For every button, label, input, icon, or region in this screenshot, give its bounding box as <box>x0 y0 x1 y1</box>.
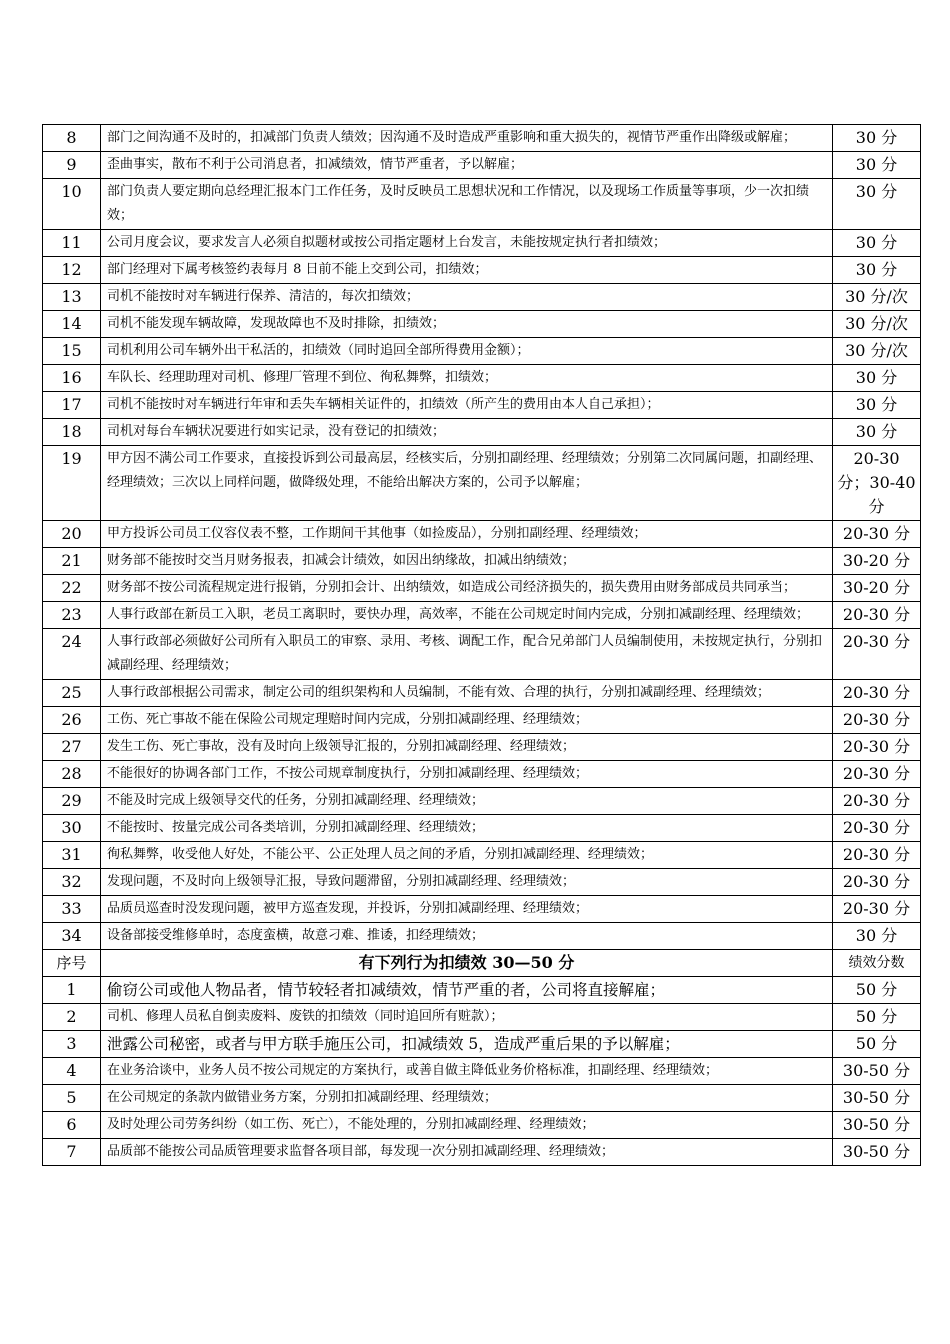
table-row <box>43 1004 921 1031</box>
row-number: 27 <box>43 734 101 761</box>
row-score: 20-30 分 <box>833 788 921 815</box>
deduction-rows-30-50 <box>43 977 921 1166</box>
row-score: 20-30 分 <box>833 521 921 548</box>
row-number: 3 <box>43 1031 101 1058</box>
row-number: 10 <box>43 179 101 230</box>
row-number: 6 <box>43 1112 101 1139</box>
row-description: 偷窃公司或他人物品者，情节较轻者扣减绩效，情节严重的者，公司将直接解雇； <box>101 977 833 1004</box>
row-score: 30 分 <box>833 419 921 446</box>
row-score: 30-50 分 <box>833 1085 921 1112</box>
row-description: 司机不能按时对车辆进行保养、清洁的，每次扣绩效； <box>101 284 833 311</box>
table-row <box>43 1058 921 1085</box>
row-description: 甲方投诉公司员工仪容仪表不整，工作期间干其他事（如捡废品），分别扣副经理、经理绩效； <box>101 521 833 548</box>
row-description: 公司月度会议，要求发言人必须自拟题材或按公司指定题材上台发言，未能按规定执行者扣绩效； <box>101 230 833 257</box>
table-row <box>43 734 921 761</box>
row-number: 24 <box>43 629 101 680</box>
row-score: 20-30 分 <box>833 842 921 869</box>
row-description: 司机对每台车辆状况要进行如实记录，没有登记的扣绩效； <box>101 419 833 446</box>
row-description: 徇私舞弊，收受他人好处，不能公平、公正处理人员之间的矛盾，分别扣减副经理、经理绩效； <box>101 842 833 869</box>
table-row <box>43 923 921 950</box>
row-number: 14 <box>43 311 101 338</box>
header-score: 绩效分数 <box>833 950 921 977</box>
row-description: 不能很好的协调各部门工作，不按公司规章制度执行，分别扣减副经理、经理绩效； <box>101 761 833 788</box>
row-description: 发生工伤、死亡事故，没有及时向上级领导汇报的，分别扣减副经理、经理绩效； <box>101 734 833 761</box>
row-description: 司机、修理人员私自倒卖废料、废铁的扣绩效（同时追回所有赃款）； <box>101 1004 833 1031</box>
table-row <box>43 761 921 788</box>
header-no: 序号 <box>43 950 101 977</box>
row-description: 司机不能发现车辆故障，发现故障也不及时排除，扣绩效； <box>101 311 833 338</box>
row-number: 2 <box>43 1004 101 1031</box>
table-row <box>43 521 921 548</box>
row-number: 19 <box>43 446 101 521</box>
row-number: 17 <box>43 392 101 419</box>
row-score: 50 分 <box>833 1031 921 1058</box>
table-row <box>43 152 921 179</box>
row-number: 15 <box>43 338 101 365</box>
row-number: 34 <box>43 923 101 950</box>
row-score: 30 分 <box>833 152 921 179</box>
row-description: 及时处理公司劳务纠纷（如工伤、死亡），不能处理的，分别扣减副经理、经理绩效； <box>101 1112 833 1139</box>
row-score: 30 分 <box>833 365 921 392</box>
table-row <box>43 125 921 152</box>
row-number: 1 <box>43 977 101 1004</box>
table-row <box>43 707 921 734</box>
table-row <box>43 815 921 842</box>
row-description: 财务部不能按时交当月财务报表，扣减会计绩效，如因出纳缘故，扣减出纳绩效； <box>101 548 833 575</box>
row-score: 30 分 <box>833 125 921 152</box>
row-score: 30 分 <box>833 230 921 257</box>
table-row <box>43 311 921 338</box>
row-score: 20-30 分 <box>833 734 921 761</box>
row-description: 人事行政部必须做好公司所有入职员工的审察、录用、考核、调配工作，配合兄弟部门人员编制使用，未按规定执行，分别扣减副经理、经理绩效； <box>101 629 833 680</box>
row-score: 30-50 分 <box>833 1139 921 1166</box>
row-number: 26 <box>43 707 101 734</box>
table-row <box>43 338 921 365</box>
row-score: 30 分 <box>833 923 921 950</box>
row-score: 20-30 分 <box>833 896 921 923</box>
row-description: 司机利用公司车辆外出干私活的，扣绩效（同时追回全部所得费用金额）； <box>101 338 833 365</box>
table-row <box>43 788 921 815</box>
row-description: 设备部接受维修单时，态度蛮横，故意刁难、推诿，扣经理绩效； <box>101 923 833 950</box>
row-number: 18 <box>43 419 101 446</box>
row-number: 11 <box>43 230 101 257</box>
row-score: 30-50 分 <box>833 1112 921 1139</box>
row-description: 车队长、经理助理对司机、修理厂管理不到位、徇私舞弊，扣绩效； <box>101 365 833 392</box>
table-row <box>43 1139 921 1166</box>
table-row <box>43 230 921 257</box>
row-description: 发现问题，不及时向上级领导汇报，导致问题滞留，分别扣减副经理、经理绩效； <box>101 869 833 896</box>
row-number: 8 <box>43 125 101 152</box>
table-row <box>43 548 921 575</box>
row-score: 30-50 分 <box>833 1058 921 1085</box>
row-description: 人事行政部在新员工入职，老员工离职时，要快办理，高效率，不能在公司规定时间内完成，分别扣减副经理、经理绩效； <box>101 602 833 629</box>
table-row <box>43 896 921 923</box>
row-number: 13 <box>43 284 101 311</box>
table-row <box>43 842 921 869</box>
table-row <box>43 1085 921 1112</box>
row-number: 28 <box>43 761 101 788</box>
table-row <box>43 977 921 1004</box>
row-description: 不能及时完成上级领导交代的任务，分别扣减副经理、经理绩效； <box>101 788 833 815</box>
table-row <box>43 179 921 230</box>
row-score: 20-30 分 <box>833 629 921 680</box>
row-description: 在业务洽谈中，业务人员不按公司规定的方案执行，或善自做主降低业务价格标准，扣副经理、经理绩效； <box>101 1058 833 1085</box>
deduction-rows-30 <box>43 125 921 950</box>
row-description: 不能按时、按量完成公司各类培训，分别扣减副经理、经理绩效； <box>101 815 833 842</box>
table-row <box>43 1112 921 1139</box>
table-row <box>43 365 921 392</box>
row-number: 23 <box>43 602 101 629</box>
section-header <box>43 950 921 977</box>
row-number: 31 <box>43 842 101 869</box>
section-header-row <box>43 950 921 977</box>
row-score: 50 分 <box>833 977 921 1004</box>
row-number: 22 <box>43 575 101 602</box>
row-score: 30-20 分 <box>833 548 921 575</box>
performance-deduction-table <box>42 124 921 1166</box>
row-description: 部门经理对下属考核签约表每月 8 日前不能上交到公司，扣绩效； <box>101 257 833 284</box>
row-number: 20 <box>43 521 101 548</box>
document-page <box>42 124 920 1166</box>
row-score: 30 分/次 <box>833 338 921 365</box>
row-description: 歪曲事实，散布不利于公司消息者，扣减绩效，情节严重者，予以解雇； <box>101 152 833 179</box>
row-number: 7 <box>43 1139 101 1166</box>
row-score: 50 分 <box>833 1004 921 1031</box>
row-description: 工伤、死亡事故不能在保险公司规定理赔时间内完成，分别扣减副经理、经理绩效； <box>101 707 833 734</box>
row-score: 30 分/次 <box>833 311 921 338</box>
row-number: 32 <box>43 869 101 896</box>
row-score: 30 分/次 <box>833 284 921 311</box>
row-description: 品质员巡查时没发现问题，被甲方巡查发现，并投诉，分别扣减副经理、经理绩效； <box>101 896 833 923</box>
row-description: 人事行政部根据公司需求，制定公司的组织架构和人员编制，不能有效、合理的执行，分别扣减副经理、经理绩效； <box>101 680 833 707</box>
row-number: 12 <box>43 257 101 284</box>
table-row <box>43 575 921 602</box>
table-row <box>43 869 921 896</box>
table-row <box>43 602 921 629</box>
table-row <box>43 680 921 707</box>
row-number: 16 <box>43 365 101 392</box>
table-row <box>43 629 921 680</box>
table-row <box>43 392 921 419</box>
row-score: 30 分 <box>833 257 921 284</box>
row-number: 21 <box>43 548 101 575</box>
row-score: 20-30 分 <box>833 815 921 842</box>
table-row <box>43 284 921 311</box>
row-score: 20-30 分 <box>833 707 921 734</box>
row-description: 财务部不按公司流程规定进行报销，分别扣会计、出纳绩效，如造成公司经济损失的，损失费用由财务部成员共同承当； <box>101 575 833 602</box>
table-row <box>43 446 921 521</box>
row-number: 5 <box>43 1085 101 1112</box>
row-number: 25 <box>43 680 101 707</box>
row-score: 20-30 分 <box>833 602 921 629</box>
row-score: 20-30 分 <box>833 680 921 707</box>
row-description: 在公司规定的条款内做错业务方案，分别扣扣减副经理、经理绩效； <box>101 1085 833 1112</box>
row-score: 30 分 <box>833 179 921 230</box>
header-title: 有下列行为扣绩效 30—50 分 <box>101 950 833 977</box>
row-score: 30-20 分 <box>833 575 921 602</box>
row-score: 20-30 分；30-40 分 <box>833 446 921 521</box>
row-description: 部门负责人要定期向总经理汇报本门工作任务，及时反映员工思想状况和工作情况，以及现场工作质量等事项，少一次扣绩效； <box>101 179 833 230</box>
table-row <box>43 1031 921 1058</box>
row-description: 司机不能按时对车辆进行年审和丢失车辆相关证件的，扣绩效（所产生的费用由本人自己承担）； <box>101 392 833 419</box>
table-row <box>43 419 921 446</box>
table-row <box>43 257 921 284</box>
row-number: 9 <box>43 152 101 179</box>
row-description: 部门之间沟通不及时的，扣减部门负责人绩效；因沟通不及时造成严重影响和重大损失的，视情节严重作出降级或解雇； <box>101 125 833 152</box>
row-number: 29 <box>43 788 101 815</box>
row-number: 33 <box>43 896 101 923</box>
row-score: 20-30 分 <box>833 761 921 788</box>
row-description: 泄露公司秘密，或者与甲方联手施压公司，扣减绩效 5，造成严重后果的予以解雇； <box>101 1031 833 1058</box>
row-score: 20-30 分 <box>833 869 921 896</box>
row-description: 品质部不能按公司品质管理要求监督各项目部，每发现一次分别扣减副经理、经理绩效； <box>101 1139 833 1166</box>
row-description: 甲方因不满公司工作要求，直接投诉到公司最高层，经核实后，分别扣副经理、经理绩效；分别第二次同属问题，扣副经理、经理绩效；三次以上同样问题，做降级处理，不能给出解决方案的，公司予以解雇； <box>101 446 833 521</box>
row-score: 30 分 <box>833 392 921 419</box>
row-number: 30 <box>43 815 101 842</box>
row-number: 4 <box>43 1058 101 1085</box>
